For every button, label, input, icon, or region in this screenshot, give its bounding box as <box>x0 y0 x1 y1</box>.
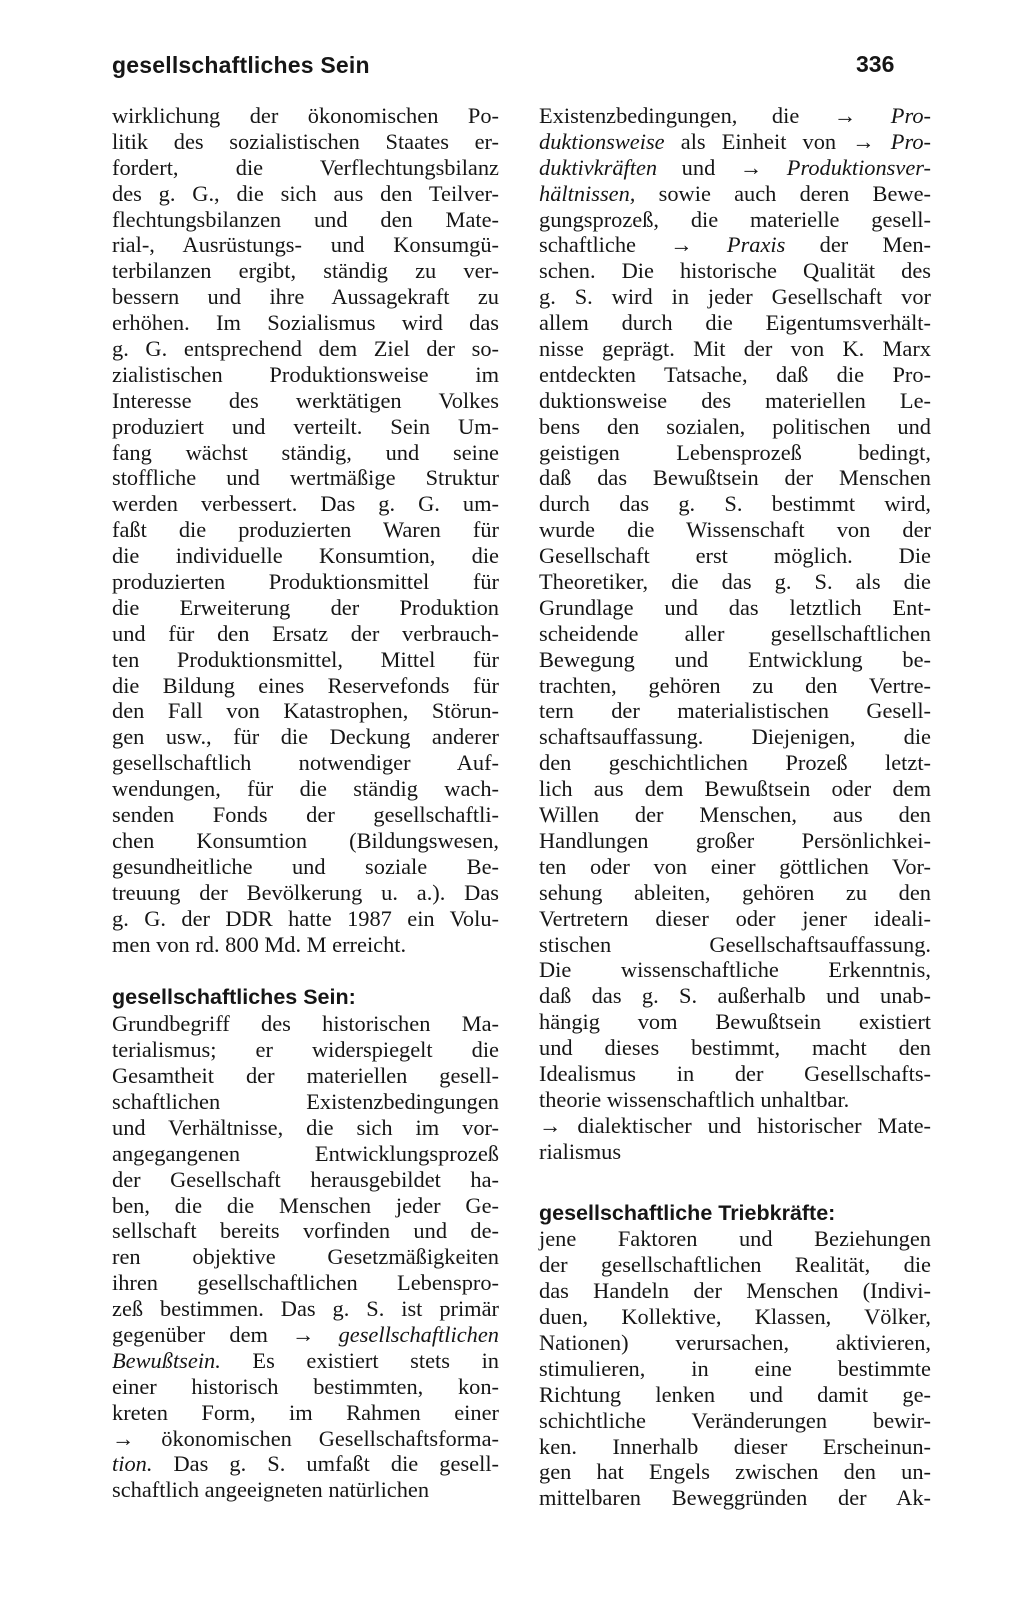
text-line: daß das g. S. außerhalb und unab- <box>539 983 931 1009</box>
text-line: der gesellschaftlichen Realität, die <box>539 1252 931 1278</box>
text-line: und für den Ersatz der verbrauch- <box>112 620 499 646</box>
text-line: Grundlage und das letztlich Ent- <box>539 594 931 620</box>
text-line: stoffliche und wertmäßige Struktur <box>112 465 499 491</box>
text-line: duen, Kollektive, Klassen, Völker, <box>539 1304 931 1330</box>
text-line: Richtung lenken und damit ge- <box>539 1381 931 1407</box>
text-line: hängig vom Bewußtsein existiert <box>539 1009 931 1035</box>
text-line: wendungen, für die ständig wach- <box>112 776 499 802</box>
text-line: scheidende aller gesellschaftlichen <box>539 620 931 646</box>
next-entry-headword: gesellschaftliche Triebkräfte: <box>539 1200 836 1225</box>
cross-reference: rialismus <box>539 1138 622 1164</box>
text-line: gungsprozeß, die materielle gesell- <box>539 206 931 232</box>
cross-reference: Praxis <box>726 232 786 258</box>
text-line: wirklichung der ökonomischen Po- <box>112 103 499 128</box>
text-line: daß das Bewußtsein der Menschen <box>539 465 931 491</box>
text-line: produziert und verteilt. Sein Um- <box>112 413 499 439</box>
text-line: flechtungsbilanzen und den Mate- <box>112 206 499 232</box>
text-line: Gesamtheit der materiellen gesell- <box>112 1063 499 1089</box>
text-line: trachten, gehören zu den Vertre- <box>539 672 931 698</box>
text-line: die individuelle Konsumtion, die <box>112 543 499 569</box>
text-line: gesellschaftlich notwendiger Auf- <box>112 750 499 776</box>
text-line: lich aus dem Bewußtsein oder dem <box>539 776 931 802</box>
text-line: ten oder von einer göttlichen Vor- <box>539 853 931 879</box>
entry-body <box>539 258 931 1112</box>
text-line: und Verhältnisse, die sich im vor- <box>112 1114 499 1140</box>
running-head: gesellschaftliches Sein <box>112 52 370 78</box>
text-line: gesundheitliche und soziale Be- <box>112 853 499 879</box>
text-line: duktionsweise des materiellen Le- <box>539 387 931 413</box>
text-line: die Bildung eines Reservefonds für <box>112 672 499 698</box>
text-line: Interesse des werktätigen Volkes <box>112 387 499 413</box>
text-line: durch das g. S. bestimmt wird, <box>539 491 931 517</box>
text-line: der Gesellschaft herausgebildet ha- <box>112 1166 499 1192</box>
text-line: nisse geprägt. Mit der von K. Marx <box>539 336 931 362</box>
text-line: schaftsauffassung. Diejenigen, die <box>539 724 931 750</box>
entry-body <box>112 1011 499 1322</box>
cross-reference: → dialektischer und historischer Mate- <box>539 1112 931 1138</box>
text-line: tion. Das g. S. umfaßt die gesell- <box>112 1451 499 1477</box>
text-line: das Handeln der Menschen (Indivi- <box>539 1278 931 1304</box>
text-line: mittelbaren Beweggründen der Ak- <box>539 1485 931 1511</box>
text-line: schichtliche Veränderungen bewir- <box>539 1407 931 1433</box>
text-line: zialistischen Produktionsweise im <box>112 361 499 387</box>
text-line: den Fall von Katastrophen, Störun- <box>112 698 499 724</box>
text-line: Die wissenschaftliche Erkenntnis, <box>539 957 931 983</box>
text-line: Vertretern dieser oder jener ideali- <box>539 905 931 931</box>
text-line: sehung ableiten, gehören zu den <box>539 879 931 905</box>
cross-reference: Produktionsver- <box>786 154 931 180</box>
text-line: terbilanzen ergibt, ständig zu ver- <box>112 258 499 284</box>
text-line: einer historisch bestimmten, kon- <box>112 1373 499 1399</box>
text-line: jene Faktoren und Beziehungen <box>539 1226 931 1252</box>
text-line: ken. Innerhalb dieser Erscheinun- <box>539 1433 931 1459</box>
entry-continuation <box>112 103 499 957</box>
text-line: gen hat Engels zwischen den un- <box>539 1459 931 1485</box>
text-line: hältnissen, sowie auch deren Bewe- <box>539 180 931 206</box>
text-line: den geschichtlichen Prozeß letzt- <box>539 750 931 776</box>
text-line: fang wächst ständig, und seine <box>112 439 499 465</box>
text-line: allem durch die Eigentumsverhält- <box>539 310 931 336</box>
text-line: Handlungen großer Persönlichkei- <box>539 827 931 853</box>
text-line: Willen der Menschen, aus den <box>539 802 931 828</box>
text-line: Existenzbedingungen, die → Pro- <box>539 103 931 128</box>
text-line: ten Produktionsmittel, Mittel für <box>112 646 499 672</box>
left-column <box>112 103 499 1503</box>
cross-reference: duktionsweise <box>539 128 665 154</box>
text-line: g. G. der DDR hatte 1987 ein Volu- <box>112 905 499 931</box>
cross-reference: Pro- <box>890 103 931 128</box>
text-line: g. G. entsprechend dem Ziel der so- <box>112 336 499 362</box>
text-line: fordert, die Verflechtungsbilanz <box>112 154 499 180</box>
text-line: schaftliche → Praxis der Men- <box>539 232 931 258</box>
text-line: die Erweiterung der Produktion <box>112 594 499 620</box>
text-line: gegenüber dem → gesellschaftlichen <box>112 1321 499 1347</box>
text-line: litik des sozialistischen Staates er- <box>112 128 499 154</box>
text-line: und dieses bestimmt, macht den <box>539 1035 931 1061</box>
text-line: chen Konsumtion (Bildungswesen, <box>112 827 499 853</box>
text-line: duktionsweise als Einheit von → Pro- <box>539 128 931 154</box>
text-line: sellschaft bereits vorfinden und de- <box>112 1218 499 1244</box>
text-line: bens den sozialen, politischen und <box>539 413 931 439</box>
next-entry-body <box>539 1226 931 1511</box>
text-line: bessern und ihre Aussagekraft zu <box>112 284 499 310</box>
text-line: men von rd. 800 Md. M erreicht. <box>112 931 407 957</box>
text-line: faßt die produzierten Waren für <box>112 517 499 543</box>
text-line: wurde die Wissenschaft von der <box>539 517 931 543</box>
text-line: kreten Form, im Rahmen einer <box>112 1399 499 1425</box>
text-line: gen usw., für die Deckung anderer <box>112 724 499 750</box>
entry-headword: gesellschaftliches Sein: <box>112 985 356 1010</box>
cross-reference: duktivkräften <box>539 154 658 180</box>
text-line: Theoretiker, die das g. S. als die <box>539 569 931 595</box>
text-line: rial-, Ausrüstungs- und Konsumgü- <box>112 232 499 258</box>
text-line: angegangenen Entwicklungsprozeß <box>112 1140 499 1166</box>
text-line: stimulieren, in eine bestimmte <box>539 1355 931 1381</box>
text-line: schen. Die historische Qualität des <box>539 258 931 284</box>
text-line: Bewegung und Entwicklung be- <box>539 646 931 672</box>
text-line: Idealismus in der Gesellschafts- <box>539 1060 931 1086</box>
cross-reference: → ökonomischen Gesellschaftsforma- <box>112 1425 499 1451</box>
text-line: geistigen Lebensprozeß bedingt, <box>539 439 931 465</box>
text-line: zeß bestimmen. Das g. S. ist primär <box>112 1296 499 1322</box>
text-line: duktivkräften und → Produktionsver- <box>539 154 931 180</box>
text-line: tern der materialistischen Gesell- <box>539 698 931 724</box>
text-line: stischen Gesellschaftsauffassung. <box>539 931 931 957</box>
cross-reference: Pro- <box>890 128 931 154</box>
text-line: terialismus; er widerspiegelt die <box>112 1037 499 1063</box>
right-column <box>539 103 931 1511</box>
text-line: schaftlichen Existenzbedingungen <box>112 1088 499 1114</box>
text-line: theorie wissenschaftlich unhaltbar. <box>539 1086 850 1112</box>
text-line: Grundbegriff des historischen Ma- <box>112 1011 499 1037</box>
text-line: des g. G., die sich aus den Teilver- <box>112 180 499 206</box>
cross-reference: Bewußtsein. <box>112 1347 221 1373</box>
text-line: schaftlich angeeigneten natürlichen <box>112 1477 430 1503</box>
text-line: ren objektive Gesetzmäßigkeiten <box>112 1244 499 1270</box>
text-line: Gesellschaft erst möglich. Die <box>539 543 931 569</box>
page-number: 336 <box>856 51 895 77</box>
text-line: treuung der Bevölkerung u. a.). Das <box>112 879 499 905</box>
entry-body <box>112 1374 499 1426</box>
text-line: entdeckten Tatsache, daß die Pro- <box>539 361 931 387</box>
text-line: ihren gesellschaftlichen Lebenspro- <box>112 1270 499 1296</box>
text-line: g. S. wird in jeder Gesellschaft vor <box>539 284 931 310</box>
text-line: werden verbessert. Das g. G. um- <box>112 491 499 517</box>
cross-reference: tion. <box>112 1451 153 1477</box>
cross-reference: gesellschaftlichen <box>338 1321 499 1347</box>
text-line: Bewußtsein. Es existiert stets in <box>112 1347 499 1373</box>
text-line: ben, die die Menschen jeder Ge- <box>112 1192 499 1218</box>
cross-reference: hältnissen, <box>539 180 636 206</box>
text-line: produzierten Produktionsmittel für <box>112 569 499 595</box>
text-line: senden Fonds der gesellschaftli- <box>112 802 499 828</box>
text-line: erhöhen. Im Sozialismus wird das <box>112 310 499 336</box>
text-line: Nationen) verursachen, aktivieren, <box>539 1329 931 1355</box>
